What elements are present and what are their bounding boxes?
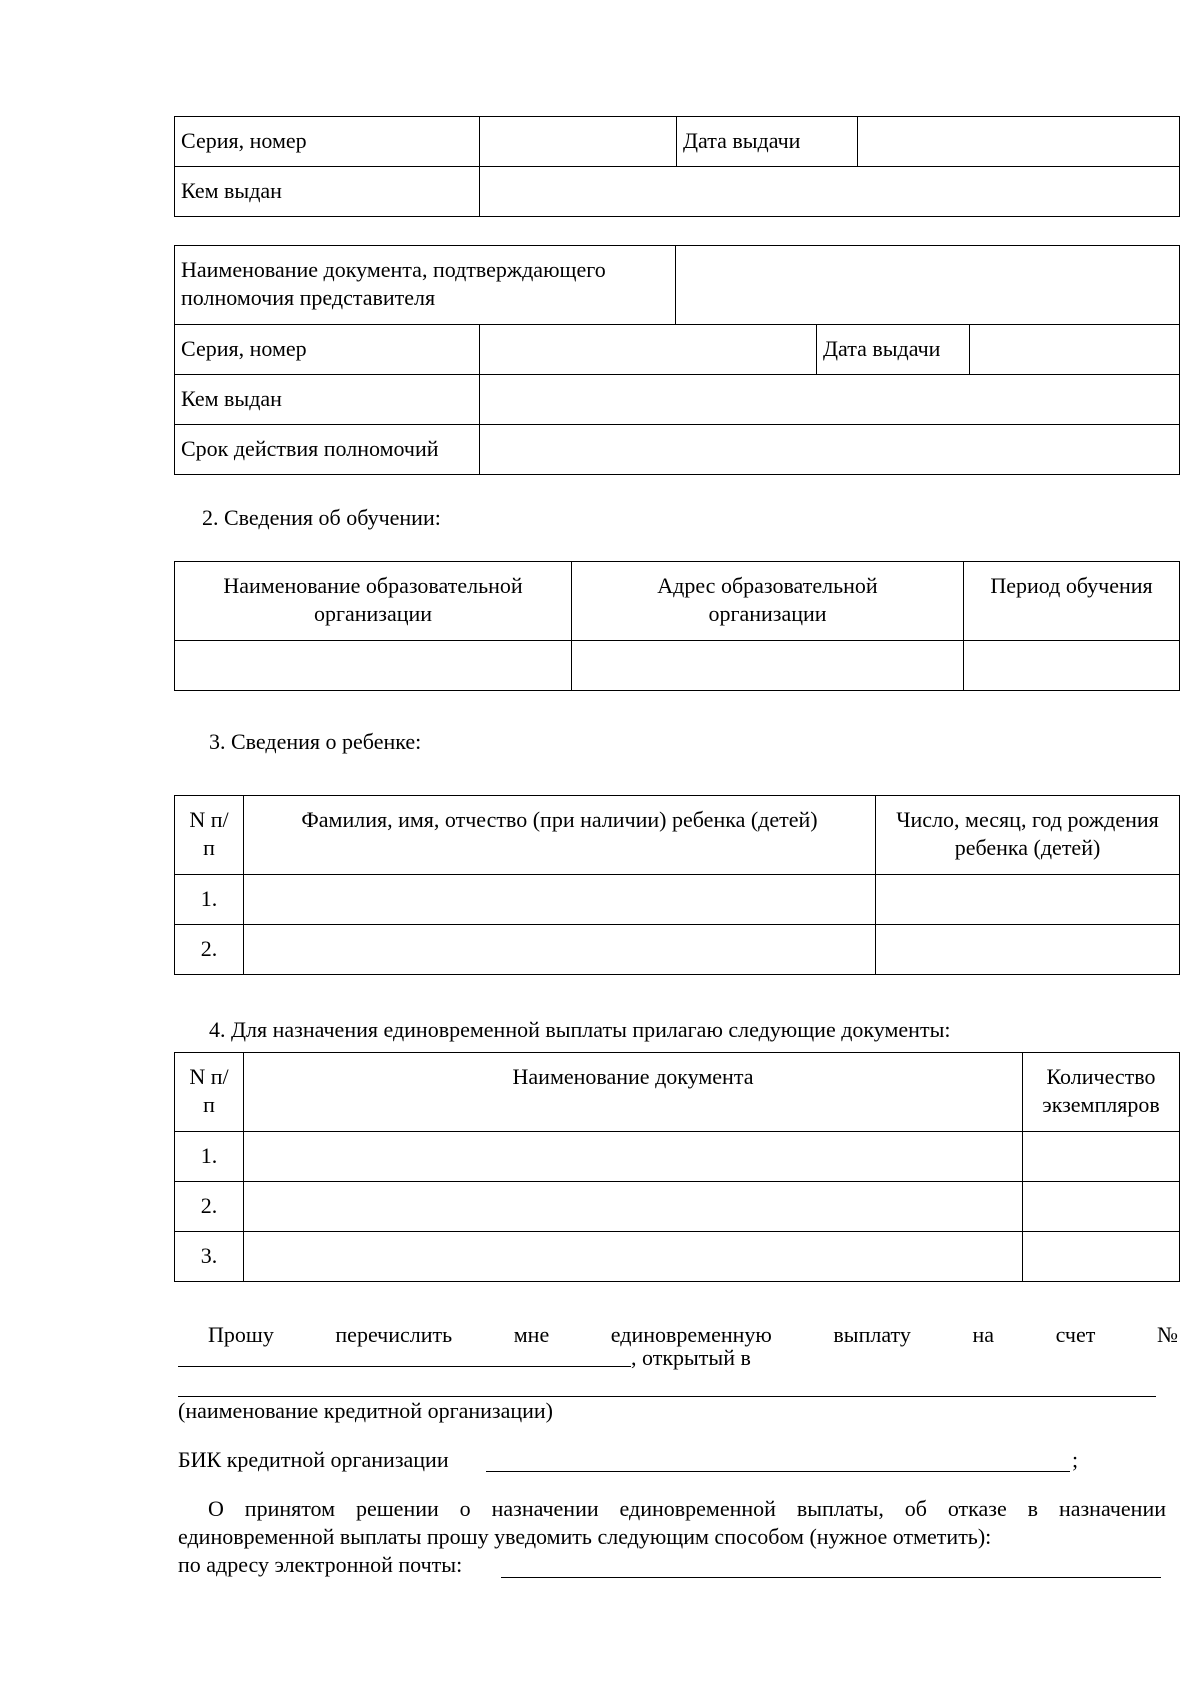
series-number-field[interactable]: [480, 117, 677, 167]
bik-field[interactable]: [486, 1471, 1070, 1472]
copies-count-field[interactable]: [1023, 1132, 1180, 1182]
issue-date-label: Дата выдачи: [677, 117, 858, 167]
document-name-field[interactable]: [244, 1232, 1023, 1282]
section-2-heading: 2. Сведения об обучении:: [202, 505, 441, 530]
notification-paragraph: О принятом решении о назначении единовременной выплаты, об отказе в назначении единовременной выплаты прошу уведомить следующим способом (нужное отметить):: [178, 1496, 1166, 1549]
payment-word: №: [1156, 1322, 1178, 1347]
rep-series-number-field[interactable]: [480, 325, 817, 375]
rep-issued-by-label: Кем выдан: [175, 375, 480, 425]
document-name-header: Наименование документа: [244, 1053, 1023, 1132]
copies-count-header: Количество экземпляров: [1023, 1053, 1180, 1132]
study-period-field[interactable]: [964, 641, 1180, 691]
child-number-header: N п/п: [175, 796, 244, 875]
payment-word: мне: [513, 1322, 550, 1347]
email-field[interactable]: [501, 1577, 1161, 1578]
bik-label: БИК кредитной организации: [178, 1447, 449, 1472]
document-row-number: 2.: [175, 1182, 244, 1232]
rep-series-number-label: Серия, номер: [175, 325, 480, 375]
rep-issue-date-label: Дата выдачи: [817, 325, 970, 375]
education-table: [174, 561, 1180, 691]
payment-word: выплату: [833, 1322, 911, 1347]
child-row-number: 1.: [175, 875, 244, 925]
authority-validity-label: Срок действия полномочий: [175, 425, 480, 475]
email-label: по адресу электронной почты:: [178, 1552, 463, 1577]
child-row-number: 2.: [175, 925, 244, 975]
section-3-heading: 3. Сведения о ребенке:: [209, 729, 422, 754]
education-org-address-header: Адрес образовательной организации: [572, 562, 964, 641]
payment-word: на: [972, 1322, 994, 1347]
children-table: [174, 795, 1180, 975]
attached-documents-table: [174, 1052, 1180, 1282]
identity-document-table: [174, 116, 1180, 217]
document-name-field[interactable]: [244, 1132, 1023, 1182]
series-number-label: Серия, номер: [175, 117, 480, 167]
bank-name-caption: (наименование кредитной организации): [178, 1398, 553, 1423]
payment-word: счет: [1055, 1322, 1096, 1347]
copies-count-field[interactable]: [1023, 1232, 1180, 1282]
document-row-number: 3.: [175, 1232, 244, 1282]
payment-word: Прошу: [208, 1322, 274, 1347]
section-4-heading: 4. Для назначения единовременной выплаты прилагаю следующие документы:: [209, 1017, 951, 1042]
payment-word: перечислить: [335, 1322, 453, 1347]
issued-by-field[interactable]: [480, 167, 1180, 217]
representative-document-table: [174, 245, 1180, 475]
child-birthdate-field[interactable]: [876, 925, 1180, 975]
education-org-name-header: Наименование образовательной организации: [175, 562, 572, 641]
copies-count-field[interactable]: [1023, 1182, 1180, 1232]
opened-in-text: , открытый в: [631, 1345, 751, 1370]
rep-issue-date-field[interactable]: [970, 325, 1180, 375]
authority-document-name-field[interactable]: [676, 246, 1180, 325]
education-org-name-field[interactable]: [175, 641, 572, 691]
rep-issued-by-field[interactable]: [480, 375, 1180, 425]
bik-end: ;: [1072, 1447, 1079, 1472]
payment-word: единовременную: [610, 1322, 772, 1347]
child-name-field[interactable]: [244, 875, 876, 925]
document-row-number: 1.: [175, 1132, 244, 1182]
authority-validity-field[interactable]: [480, 425, 1180, 475]
child-name-field[interactable]: [244, 925, 876, 975]
issued-by-label: Кем выдан: [175, 167, 480, 217]
issue-date-field[interactable]: [858, 117, 1180, 167]
child-birthdate-header: Число, месяц, год рождения ребенка (детей): [876, 796, 1180, 875]
study-period-header: Период обучения: [964, 562, 1180, 641]
education-org-address-field[interactable]: [572, 641, 964, 691]
document-number-header: N п/п: [175, 1053, 244, 1132]
account-number-field[interactable]: [178, 1366, 631, 1367]
authority-document-name-label: Наименование документа, подтверждающего полномочия представителя: [175, 246, 676, 325]
child-birthdate-field[interactable]: [876, 875, 1180, 925]
child-name-header: Фамилия, имя, отчество (при наличии) ребенка (детей): [244, 796, 876, 875]
document-name-field[interactable]: [244, 1182, 1023, 1232]
